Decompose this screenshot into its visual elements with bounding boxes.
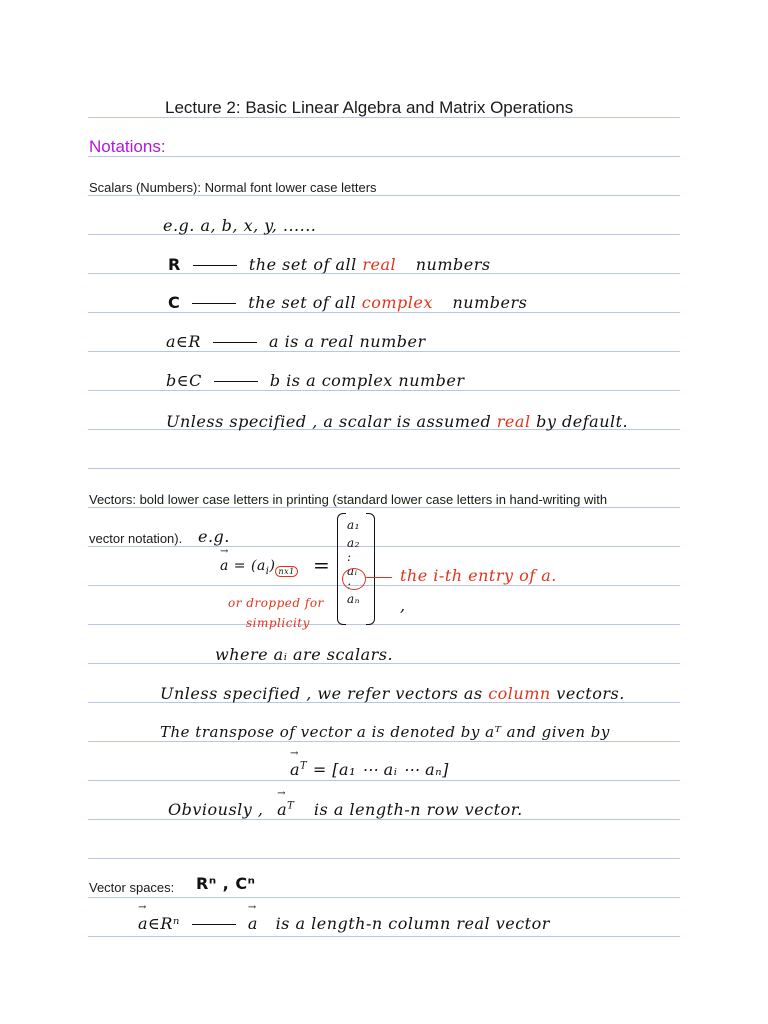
ruled-line [88, 936, 680, 937]
ruled-line [88, 624, 680, 625]
scalars-example: e.g. a, b, x, y, ...... [163, 216, 317, 235]
complex-set-text: the set of all [248, 293, 357, 312]
ruled-line [88, 780, 680, 781]
ruled-line [88, 741, 680, 742]
vectors-eg: e.g. [198, 527, 230, 546]
ruled-line [88, 468, 680, 469]
comma: , [400, 596, 406, 615]
real-highlight: real [362, 255, 397, 274]
ruled-line [88, 819, 680, 820]
ith-entry-note: the i-th entry of a. [400, 566, 557, 585]
page-title: Lecture 2: Basic Linear Algebra and Matrix Operations [165, 98, 574, 117]
column-highlight: column [488, 684, 551, 703]
entry-dots: : [347, 578, 352, 592]
equals-sign: = [313, 553, 331, 577]
ruled-line [88, 195, 680, 196]
scalars-heading: Scalars (Numbers): Normal font lower case letters [89, 180, 377, 195]
b-complex-text: b is a complex number [269, 371, 465, 390]
unless-vector-end: vectors. [556, 684, 625, 703]
entry-a2: a₂ [347, 536, 360, 550]
vector-spaces-heading: Vector spaces: [89, 880, 175, 895]
complex-set-text-end: numbers [452, 293, 528, 312]
dash [192, 303, 236, 304]
dropped-note: or dropped for [228, 596, 324, 610]
complex-highlight: complex [361, 293, 433, 312]
vector-definition: → $a = (a_i)$ $_{nx1}$ [220, 558, 298, 577]
ruled-line [88, 390, 680, 391]
transpose-line: The transpose of vector a is denoted by aᵀ and given by [160, 723, 610, 741]
complex-set-line [168, 293, 527, 312]
a-in-r: a∈R [166, 332, 201, 351]
ruled-line [88, 507, 680, 508]
entry-dots: : [347, 550, 352, 564]
entry-ai: aᵢ [347, 564, 358, 578]
ruled-line [88, 897, 680, 898]
a-in-rn-line: → a∈Rⁿ→ a is a length-n column real vector [138, 914, 550, 933]
real-set-symbol: R [168, 255, 181, 274]
obviously-line: Obviously , → $a^T$ is a length-n row vector. [168, 800, 523, 819]
vectors-heading: Vectors: bold lower case letters in printing (standard lower case letters in hand-writing with [89, 492, 608, 507]
unless-scalar-text: Unless specified , a scalar is assumed [166, 412, 492, 431]
left-bracket [337, 513, 346, 625]
dropped-note-cont: simplicity [246, 616, 310, 630]
real-set-line [168, 255, 491, 274]
dash [193, 265, 237, 266]
ruled-line [88, 546, 680, 547]
size-annotation: nx1 [275, 566, 297, 577]
transpose-definition: → $a^T = [a_1$ ⋯ aᵢ ⋯ aₙ] [290, 760, 449, 779]
pointer-line [366, 577, 392, 578]
dash [214, 381, 258, 382]
unless-scalar-end: by default. [536, 412, 629, 431]
a-real-line [166, 332, 426, 351]
dash [213, 342, 257, 343]
entry-circle [342, 568, 366, 590]
ruled-line [88, 585, 680, 586]
a-real-text: a is a real number [268, 332, 426, 351]
unless-scalar-line [166, 412, 628, 431]
vec-a: → a = (a [220, 558, 266, 574]
ruled-line [88, 858, 680, 859]
vector-space-symbols: Rⁿ , Cⁿ [196, 874, 256, 893]
right-bracket [366, 513, 375, 625]
vectors-heading-cont: vector notation). [89, 531, 183, 546]
dash [192, 924, 236, 925]
real-set-text: the set of all [248, 255, 357, 274]
section-heading-notations: Notations: [89, 137, 166, 156]
ruled-line [88, 312, 680, 313]
where-line: where aᵢ are scalars. [215, 645, 394, 664]
b-in-c: b∈C [166, 371, 202, 390]
entry-a1: a₁ [347, 518, 360, 532]
entry-an: aₙ [347, 592, 361, 606]
unless-vector-text: Unless specified , we refer vectors as [160, 684, 483, 703]
ruled-line [88, 351, 680, 352]
b-complex-line [166, 371, 465, 390]
unless-vector-line [160, 684, 625, 703]
complex-set-symbol: C [168, 293, 181, 312]
real-set-text-end: numbers [415, 255, 491, 274]
real-default-highlight: real [496, 412, 531, 431]
ruled-line [88, 156, 680, 157]
vector-entries [347, 516, 360, 608]
